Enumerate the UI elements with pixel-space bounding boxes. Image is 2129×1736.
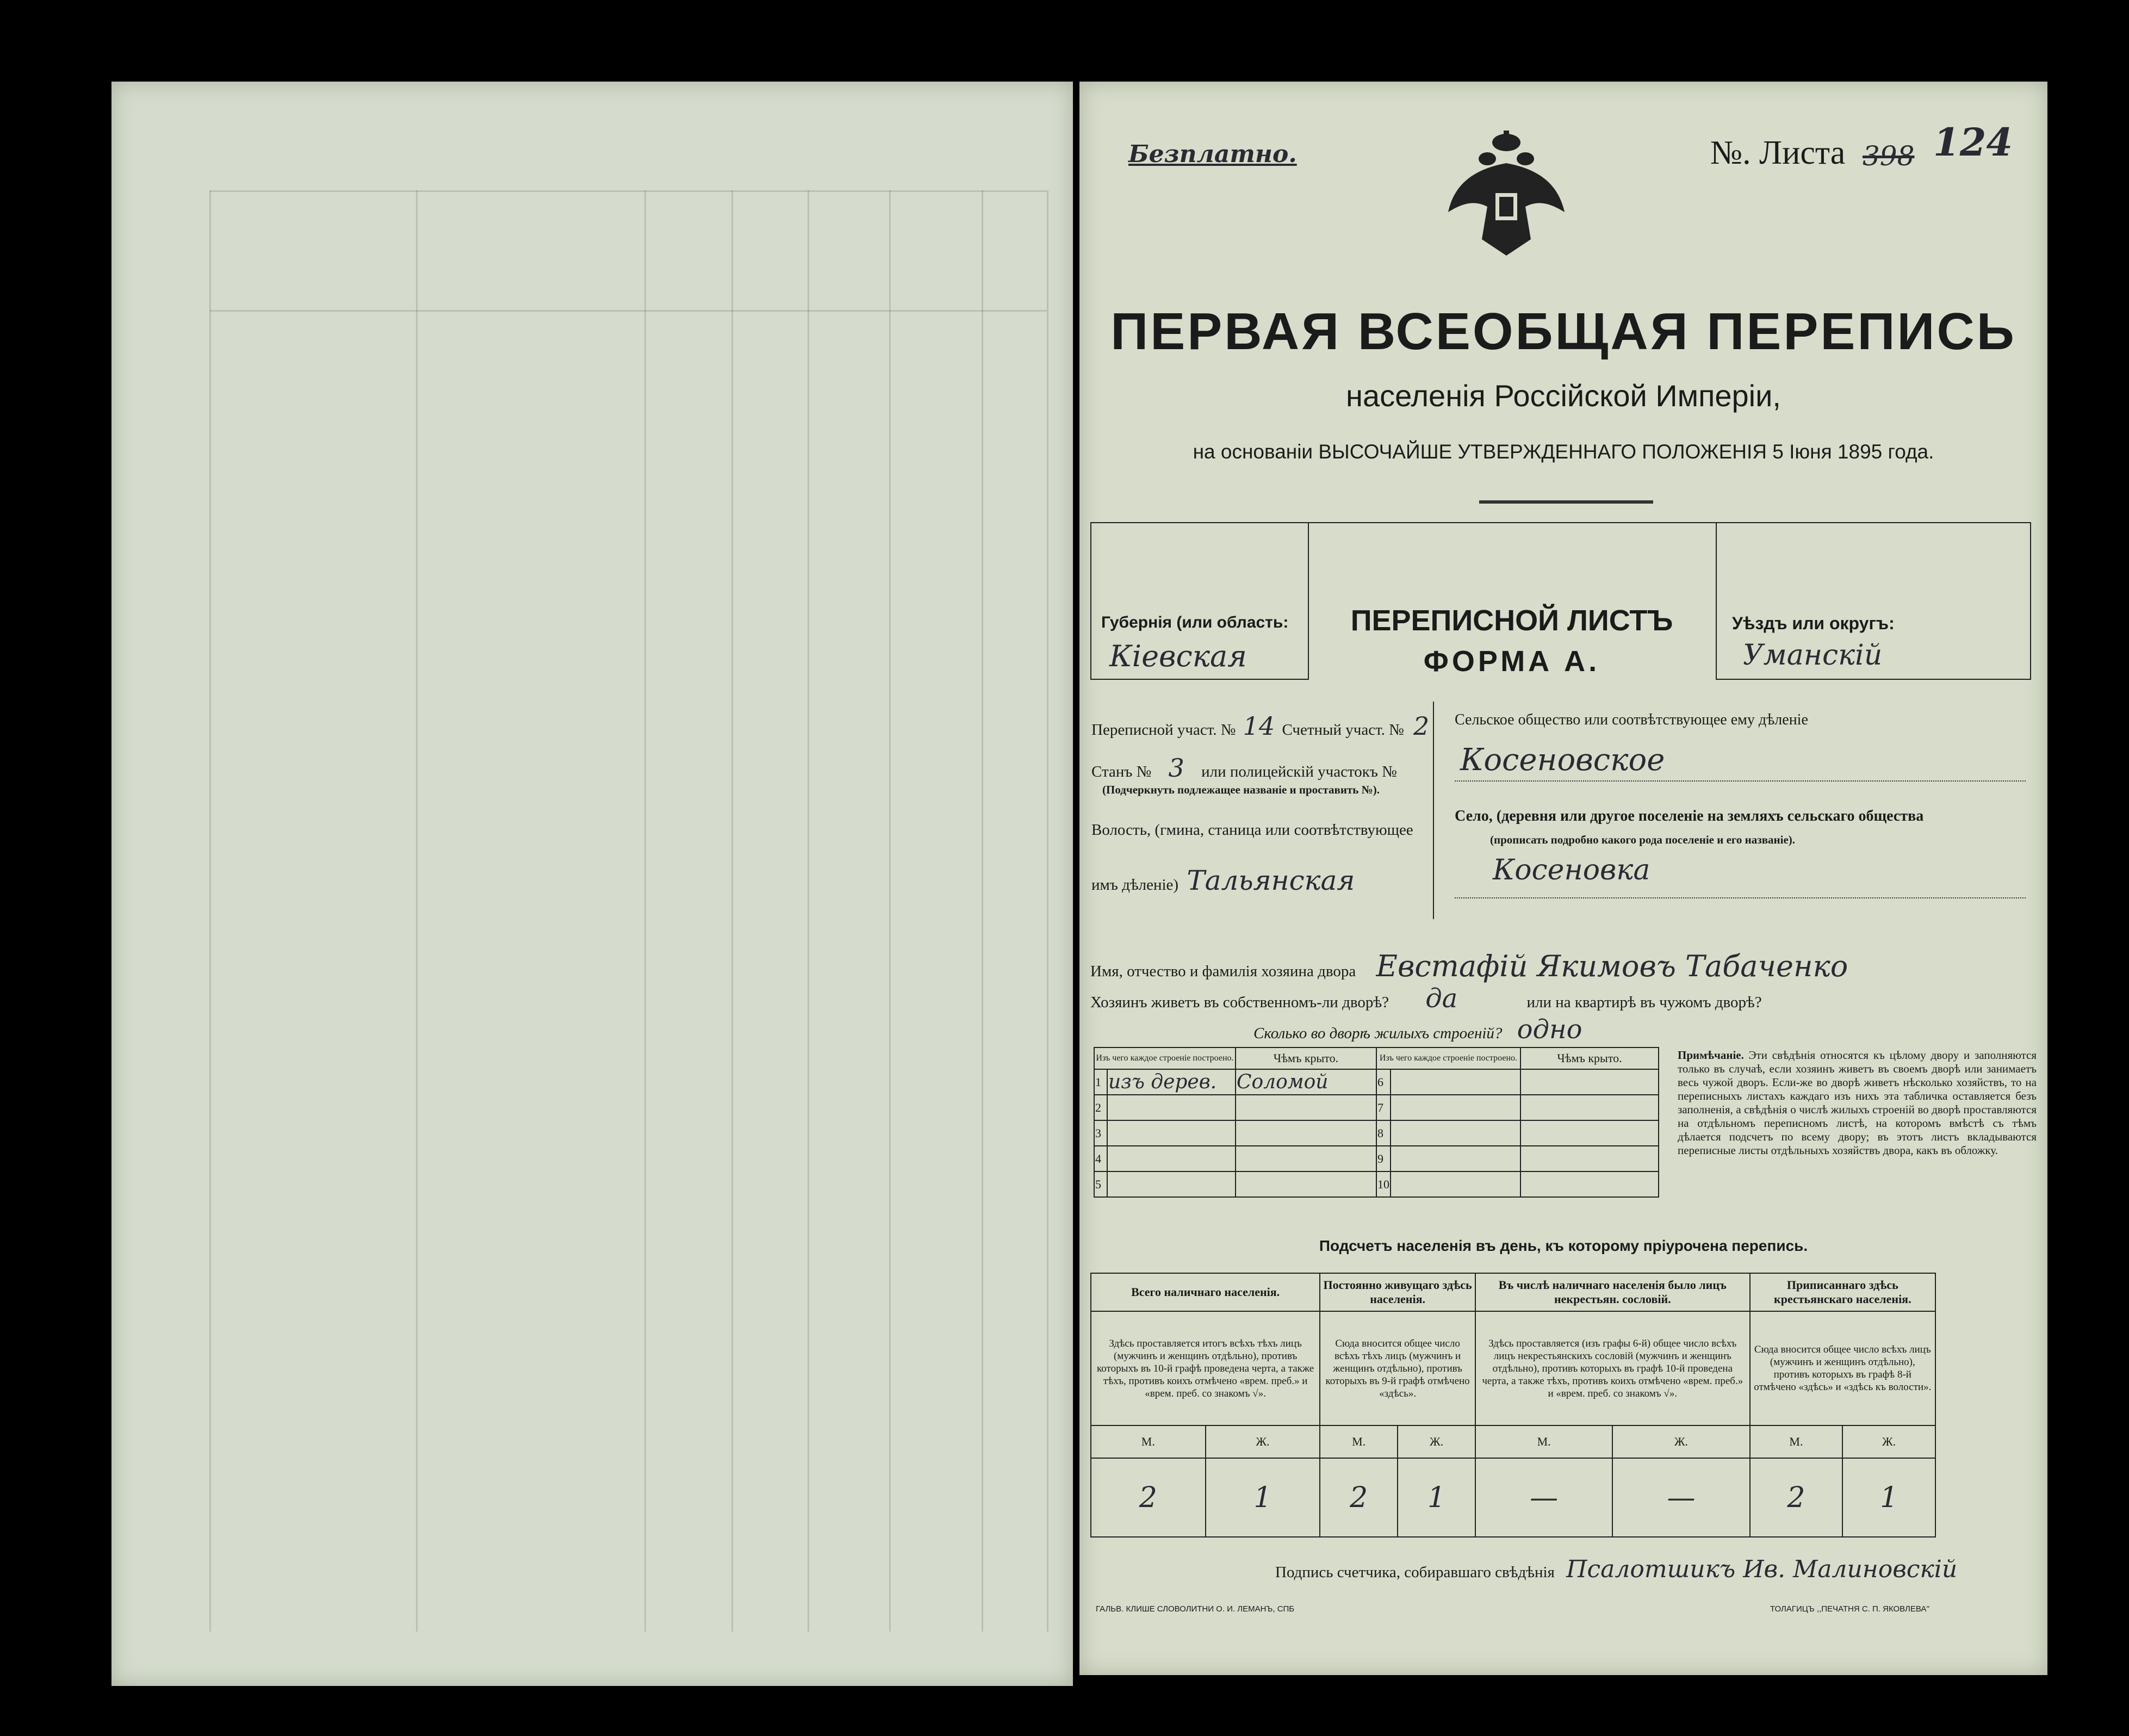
own-yard-label: Хозяинъ живетъ въ собственномъ-ли дворѣ?	[1090, 994, 1389, 1011]
stan-value: 3	[1168, 753, 1184, 783]
underline-note: (Подчеркнуть подлежащее названіе и проставить №).	[1102, 783, 1380, 796]
sheet-number-crossed: 398	[1863, 140, 1915, 172]
subtitle: населенія Россійской Имперіи,	[1346, 379, 1781, 413]
count-district-value: 2	[1413, 711, 1430, 741]
female-label: Ж.	[1842, 1425, 1935, 1458]
stan-label: Станъ №	[1091, 763, 1152, 780]
note-head: Примѣчаніе.	[1678, 1049, 1744, 1062]
left-page	[111, 82, 1073, 1686]
col-material-head-2: Изъ чего каждое строеніе построено.	[1376, 1047, 1520, 1069]
basis-line: на основаніи ВЫСОЧАЙШЕ УТВЕРЖДЕННАГО ПОЛОЖЕНІЯ 5 Іюня 1895 года.	[1193, 441, 1934, 463]
table-row: 5 10	[1094, 1171, 1659, 1197]
count-col-desc: Здѣсь проставляется (изъ графы 6-й) общее число всѣхъ лицъ некрестьянскихъ сословій (мужчинъ и женщинъ отдѣльно), противъ которыхъ въ графѣ 10-й проведена черта, а также тѣхъ, противъ коихъ отмѣчено «врем. преб.» и «врем. преб. со знакомъ √».	[1475, 1311, 1750, 1425]
buildings-table	[1094, 1047, 1659, 1198]
male-label: М.	[1750, 1425, 1843, 1458]
count-col-desc: Здѣсь проставляется итогъ всѣхъ тѣхъ лицъ (мужчинъ и женщинъ отдѣльно), противъ которыхъ въ 10-й графѣ проведена черта, а также тѣхъ, противъ коихъ отмѣчено «врем. преб.» и «врем. преб. со знакомъ √».	[1091, 1311, 1320, 1425]
count-value: 2	[1750, 1458, 1843, 1537]
col-roof-head: Чѣмъ крыто.	[1236, 1047, 1376, 1069]
female-label: Ж.	[1398, 1425, 1475, 1458]
male-label: М.	[1091, 1425, 1206, 1458]
count-value: 2	[1091, 1458, 1206, 1537]
table-row: 3 8	[1094, 1120, 1659, 1146]
village-label-2: (прописать подробно какого рода поселеніе и его названіе).	[1490, 833, 1796, 846]
census-district-value: 14	[1243, 711, 1275, 741]
table-row: 4 9	[1094, 1146, 1659, 1171]
society-value: Косеновское	[1460, 742, 1665, 778]
owner-name-label: Имя, отчество и фамилія хозяина двора	[1090, 963, 1356, 980]
table-row: 2 7	[1094, 1095, 1659, 1120]
census-form-page	[1079, 82, 2047, 1675]
guberniya-label: Губернія (или область:	[1101, 613, 1289, 631]
sheet-title: ПЕРЕПИСНОЙ ЛИСТЪ	[1350, 604, 1673, 637]
female-label: Ж.	[1206, 1425, 1320, 1458]
sheet-number-label: №. Листа	[1710, 134, 1846, 171]
form-name: ФОРМА А.	[1423, 645, 1600, 678]
count-col-desc: Сюда вносится общее число всѣхъ лицъ (мужчинъ и женщинъ отдѣльно), противъ которыхъ въ графѣ 8-й отмѣчено «здѣсь» и «здѣсь къ волости».	[1750, 1311, 1935, 1425]
count-value: —	[1475, 1458, 1612, 1537]
count-value: 1	[1398, 1458, 1475, 1537]
male-label: М.	[1475, 1425, 1612, 1458]
col-material-head: Изъ чего каждое строеніе построено.	[1094, 1047, 1236, 1069]
count-value: 1	[1206, 1458, 1320, 1537]
imperial-eagle-emblem	[1444, 131, 1569, 261]
count-col-head: Въ числѣ наличнаго населенія было лицъ некрестьян. сословій.	[1475, 1273, 1750, 1311]
buildings-value: одно	[1517, 1014, 1582, 1045]
buildings-label: Сколько во дворѣ жилыхъ строеній?	[1253, 1025, 1503, 1042]
male-label: М.	[1320, 1425, 1398, 1458]
free-label: Безплатно.	[1128, 140, 1297, 168]
signature-label: Подпись счетчика, собиравшаго свѣдѣнія	[1275, 1564, 1555, 1581]
ornament-rule	[1479, 500, 1653, 504]
signature-value: Псалотшикъ Ив. Малиновскій	[1566, 1555, 1958, 1583]
count-value: 2	[1320, 1458, 1398, 1537]
sheet-number-value: 124	[1933, 120, 2013, 165]
note-text: Эти свѣдѣнія относятся къ цѣлому двору и заполняются только въ случаѣ, если хозяинъ живетъ въ своемъ дворѣ или занимаетъ весь чужой дворъ. Если-же во дворѣ живетъ нѣсколько хозяйствъ, то на переписныхъ листахъ каждаго изъ нихъ эта табличка оставляется безъ заполненія, а свѣдѣнія о числѣ жилыхъ строеній во дворѣ проставляются на отдѣльномъ переписномъ листѣ, на которомъ вмѣстѣ съ тѣмъ дѣлается подсчетъ по всему двору; въ этотъ листъ вкладываются переписные листы отдѣльныхъ хозяйствъ двора, какъ въ обложку.	[1678, 1049, 2037, 1157]
uezd-value: Уманскій	[1743, 639, 1883, 672]
volost-label-2: имъ дѣленіе)	[1091, 876, 1179, 894]
count-col-head: Постоянно живущаго здѣсь населенія.	[1320, 1273, 1475, 1311]
count-district-label: Счетный участ. №	[1282, 721, 1404, 739]
imprint-right: ТОЛАГИЦЪ ,,ПЕЧАТНЯ С. П. ЯКОВЛЕВА''	[1770, 1604, 1930, 1614]
guberniya-value: Кіевская	[1109, 639, 1247, 673]
rented-label: или на квартирѣ въ чужомъ дворѣ?	[1526, 994, 1762, 1011]
note-block	[1678, 1049, 2037, 1157]
own-yard-value: да	[1425, 983, 1458, 1014]
volost-value: Тальянская	[1187, 865, 1355, 896]
count-value: —	[1612, 1458, 1749, 1537]
count-col-head: Всего наличнаго населенія.	[1091, 1273, 1320, 1311]
count-col-head: Приписаннаго здѣсь крестьянскаго населенія.	[1750, 1273, 1935, 1311]
count-value: 1	[1842, 1458, 1935, 1537]
imprint-left: ГАЛЬВ. КЛИШЕ СЛОВОЛИТНИ О. И. ЛЕМАНЪ, СПБ	[1096, 1604, 1295, 1614]
count-col-desc: Сюда вносится общее число всѣхъ тѣхъ лицъ (мужчинъ и женщинъ отдѣльно), противъ которыхъ въ 9-й графѣ отмѣчено «здѣсь».	[1320, 1311, 1475, 1425]
volost-label-1: Волость, (гмина, станица или соотвѣтствующее	[1091, 821, 1413, 839]
society-label: Сельское общество или соотвѣтствующее ему дѣленіе	[1455, 711, 1808, 728]
village-value: Косеновка	[1493, 854, 1650, 886]
population-count-table	[1090, 1273, 1936, 1537]
village-label-1: Село, (деревня или другое поселеніе на земляхъ сельскаго общества	[1455, 808, 1924, 824]
col-roof-head-2: Чѣмъ крыто.	[1520, 1047, 1659, 1069]
table-row: 1 изъ дерев. Соломой 6	[1094, 1069, 1659, 1095]
census-district-label: Переписной участ. №	[1091, 721, 1236, 739]
owner-name-value: Евстафій Якимовъ Табаченко	[1376, 949, 1848, 983]
police-label: или полицейскій участокъ №	[1201, 763, 1397, 780]
count-title: Подсчетъ населенія въ день, къ которому пріурочена перепись.	[1319, 1237, 1808, 1254]
uezd-label: Уѣздъ или округъ:	[1732, 613, 1895, 633]
main-title: ПЕРВАЯ ВСЕОБЩАЯ ПЕРЕПИСЬ	[1110, 302, 2016, 361]
female-label: Ж.	[1612, 1425, 1749, 1458]
